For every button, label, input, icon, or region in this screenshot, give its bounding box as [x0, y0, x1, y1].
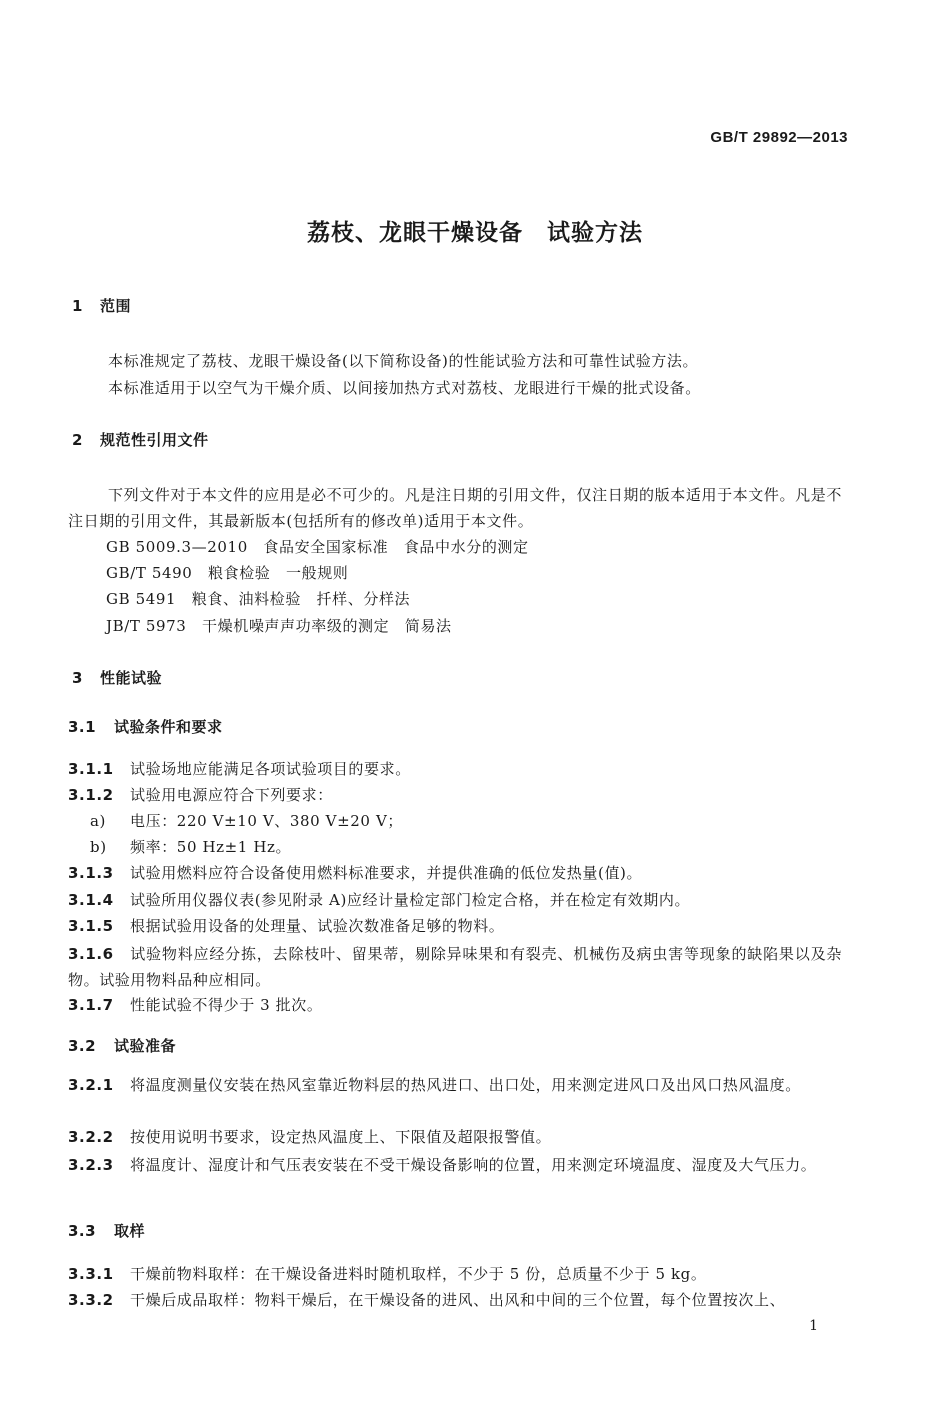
clause-text: 干燥前物料取样：在干燥设备进料时随机取样，不少于 5 份，总质量不少于 5 kg。 [130, 1265, 707, 1283]
section-title: 性能试验 [100, 669, 163, 687]
clause-text: 性能试验不得少于 3 批次。 [130, 996, 323, 1014]
section-number: 1 [72, 297, 83, 315]
list-item-a [90, 810, 403, 831]
section-1-heading [72, 295, 131, 316]
clause-number: 3.1.6 [68, 945, 114, 963]
clause-number: 3.1.7 [68, 996, 114, 1014]
clause-text: 试验所用仪器仪表(参见附录 A)应经计量检定部门检定合格，并在检定有效期内。 [130, 891, 691, 909]
clause-text: 根据试验用设备的处理量、试验次数准备足够的物料。 [130, 917, 505, 935]
clause-number: 3.2.2 [68, 1128, 114, 1146]
list-item-b [90, 836, 291, 857]
standard-code: GB/T 29892—2013 [710, 129, 848, 146]
page-number: 1 [809, 1318, 818, 1334]
clause-3-3-1 [68, 1263, 706, 1284]
clause-text: 试验用燃料应符合设备使用燃料标准要求，并提供准确的低位发热量(值)。 [130, 864, 643, 882]
section-title: 规范性引用文件 [100, 431, 209, 449]
clause-3-1-4 [68, 889, 690, 910]
clause-number: 3.1.3 [68, 864, 114, 882]
section-number: 2 [72, 431, 83, 449]
clause-number: 3.1.2 [68, 786, 114, 804]
subsection-title: 取样 [114, 1222, 146, 1240]
list-marker: b) [90, 838, 107, 856]
section-3-heading [72, 667, 162, 688]
reference-item: JB/T 5973 干燥机噪声声功率级的测定 简易法 [106, 617, 452, 635]
subsection-number: 3.2 [68, 1037, 97, 1055]
reference-item: GB 5491 粮食、油料检验 扦样、分样法 [106, 590, 411, 608]
subsection-3-1-heading [68, 716, 223, 737]
section-number: 3 [72, 669, 83, 687]
clause-text: 试验场地应能满足各项试验项目的要求。 [130, 760, 411, 778]
clause-text: 试验物料应经分拣，去除枝叶、留果蒂，剔除异味果和有裂壳、机械伤及病虫害等现象的缺陷果以及杂物。试验用物料品种应相同。 [68, 945, 842, 989]
subsection-3-3-heading [68, 1220, 145, 1241]
paragraph: 本标准适用于以空气为干燥介质、以间接加热方式对荔枝、龙眼进行干燥的批式设备。 [108, 379, 701, 397]
clause-3-2-3 [68, 1152, 842, 1178]
list-marker: a) [90, 812, 106, 830]
section-title: 范围 [100, 297, 132, 315]
references-intro: 下列文件对于本文件的应用是必不可少的。凡是注日期的引用文件，仅注日期的版本适用于本文件。凡是不注日期的引用文件，其最新版本(包括所有的修改单)适用于本文件。 [68, 486, 842, 530]
clause-text: 按使用说明书要求，设定热风温度上、下限值及超限报警值。 [130, 1128, 552, 1146]
subsection-number: 3.3 [68, 1222, 97, 1240]
clause-3-3-2 [68, 1289, 785, 1310]
reference-item: GB/T 5490 粮食检验 一般规则 [106, 564, 349, 582]
clause-3-1-7 [68, 994, 322, 1015]
subsection-3-2-heading [68, 1035, 176, 1056]
clause-3-1-5 [68, 915, 504, 936]
list-text: 电压：220 V±10 V、380 V±20 V； [130, 812, 403, 830]
clause-number: 3.3.1 [68, 1265, 114, 1283]
clause-number: 3.2.1 [68, 1076, 114, 1094]
paragraph: 本标准规定了荔枝、龙眼干燥设备(以下简称设备)的性能试验方法和可靠性试验方法。 [108, 352, 699, 370]
clause-text: 将温度测量仪安装在热风室靠近物料层的热风进口、出口处，用来测定进风口及出风口热风温度。 [130, 1076, 801, 1094]
clause-number: 3.3.2 [68, 1291, 114, 1309]
clause-number: 3.2.3 [68, 1156, 114, 1174]
subsection-title: 试验条件和要求 [114, 718, 223, 736]
clause-number: 3.1.1 [68, 760, 114, 778]
clause-text: 干燥后成品取样：物料干燥后，在干燥设备的进风、出风和中间的三个位置，每个位置按次上、 [130, 1291, 786, 1309]
clause-number: 3.1.4 [68, 891, 114, 909]
clause-text: 试验用电源应符合下列要求： [130, 786, 333, 804]
document-title: 荔枝、龙眼干燥设备 试验方法 [307, 220, 643, 246]
clause-3-1-2 [68, 784, 333, 805]
clause-number: 3.1.5 [68, 917, 114, 935]
reference-item: GB 5009.3—2010 食品安全国家标准 食品中水分的测定 [106, 538, 529, 556]
clause-3-2-1 [68, 1072, 842, 1098]
clause-3-2-2 [68, 1126, 551, 1147]
subsection-number: 3.1 [68, 718, 97, 736]
clause-3-1-3 [68, 862, 642, 883]
section-2-heading [72, 429, 209, 450]
list-text: 频率：50 Hz±1 Hz。 [130, 838, 292, 856]
clause-3-1-1 [68, 758, 411, 779]
subsection-title: 试验准备 [114, 1037, 177, 1055]
clause-text: 将温度计、湿度计和气压表安装在不受干燥设备影响的位置，用来测定环境温度、湿度及大气压力。 [130, 1156, 817, 1174]
clause-3-1-6 [68, 941, 842, 993]
